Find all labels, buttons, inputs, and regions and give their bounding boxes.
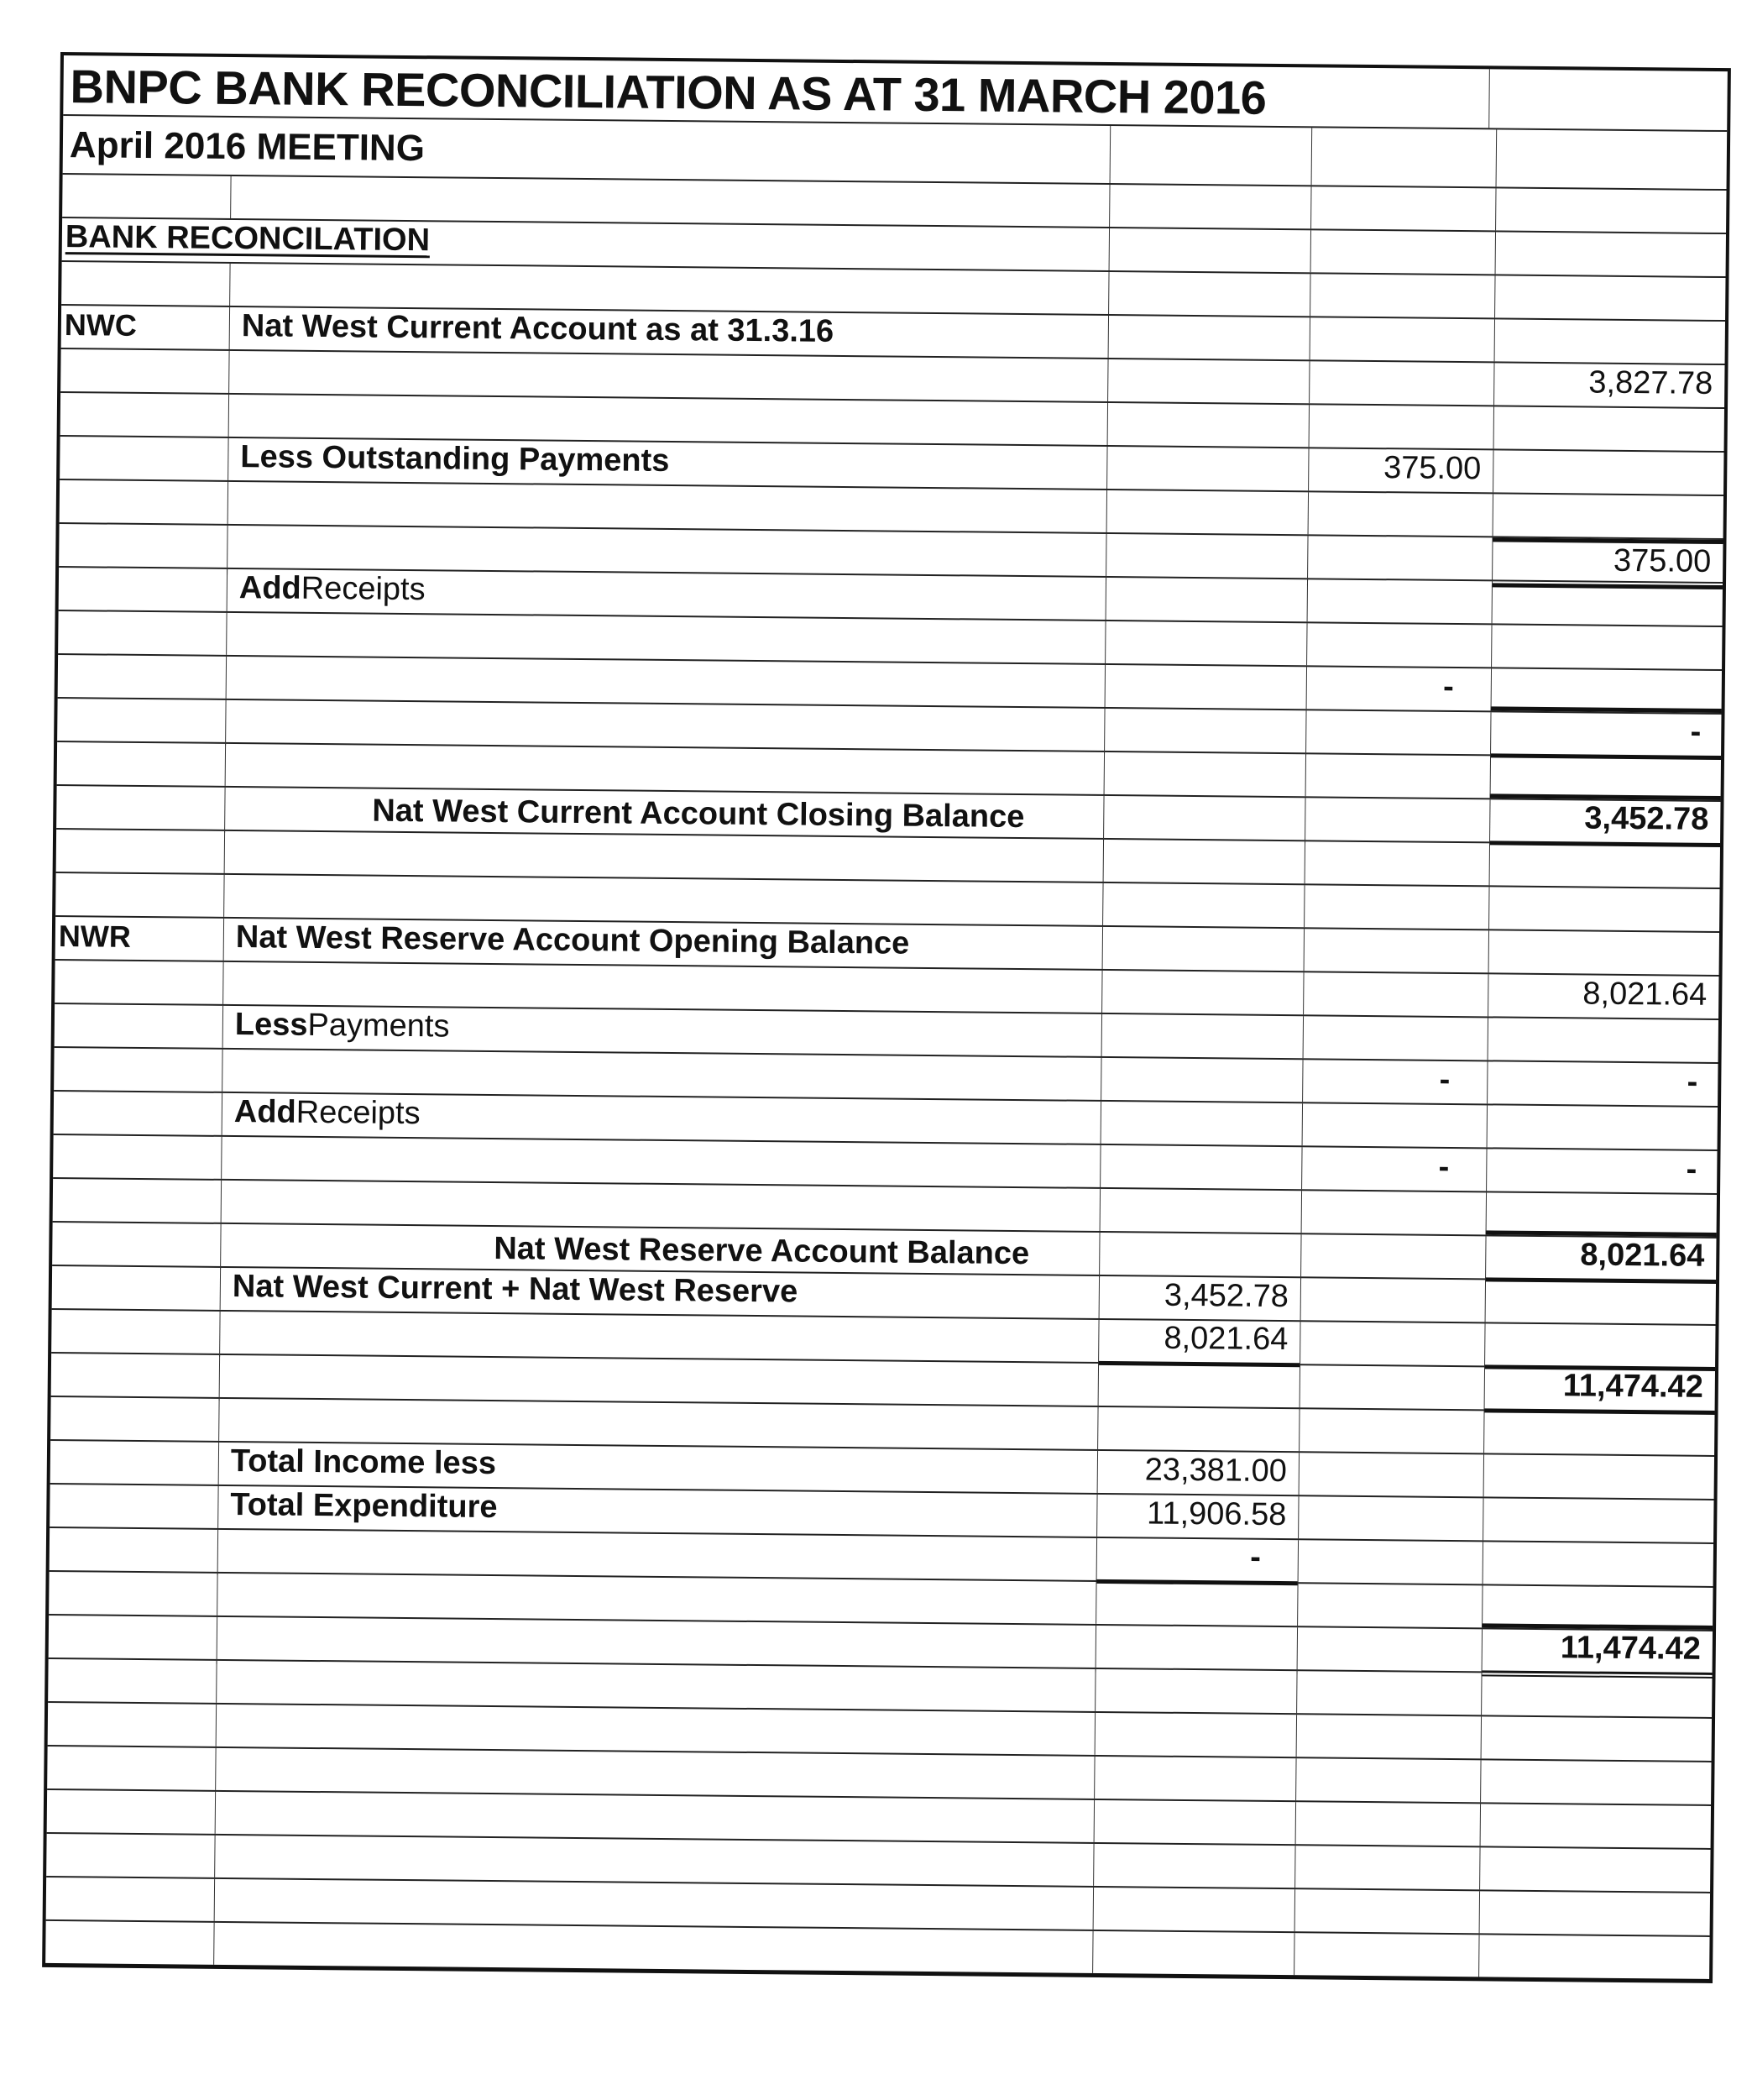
section-heading: BANK RECONCILATION	[65, 219, 431, 259]
nwr-payments-value: -	[1302, 1060, 1487, 1103]
combined-total: 11,474.42	[1484, 1367, 1716, 1415]
nwc-receipts-total: -	[1490, 712, 1722, 760]
nwr-balance-value: 8,021.64	[1485, 1236, 1717, 1284]
other-value: -	[1096, 1538, 1299, 1585]
combined-current-value: 3,452.78	[1099, 1276, 1300, 1320]
nwr-balance-label: Nat West Reserve Account Balance	[220, 1224, 1099, 1278]
income-value: 23,381.00	[1097, 1451, 1299, 1495]
nwr-receipts-value: -	[1301, 1147, 1486, 1191]
nwc-code: NWC	[64, 307, 138, 343]
nwr-payments-total: -	[1487, 1061, 1718, 1106]
reconciliation-table	[42, 52, 1731, 1983]
expenditure-label: Total Expenditure	[217, 1486, 1096, 1537]
expenditure-value: 11,906.58	[1096, 1495, 1298, 1538]
nwr-code: NWR	[58, 919, 132, 954]
nwc-closing-label: Nat West Current Account Closing Balance	[224, 788, 1103, 841]
combined-label: Nat West Current + Nat West Reserve	[220, 1268, 1099, 1318]
document-title: BNPC BANK RECONCILIATION AS AT 31 MARCH 2016	[70, 60, 1267, 124]
nwc-outstanding-total: 375.00	[1492, 537, 1723, 589]
net-total: 11,474.42	[1482, 1629, 1713, 1678]
nwc-outstanding-payments-label: Less Outstanding Payments	[227, 438, 1106, 489]
nwr-receipts-total: -	[1486, 1149, 1717, 1193]
bank-reconciliation-sheet	[42, 52, 1731, 1983]
nwr-opening-label: Nat West Reserve Account Opening Balance	[223, 919, 1102, 969]
nwc-closing-value: 3,452.78	[1489, 799, 1721, 847]
nwc-receipts-label: Add Receipts	[227, 569, 1106, 620]
nwr-opening-value: 8,021.64	[1488, 974, 1718, 1019]
nwc-outstanding-payment-value: 375.00	[1308, 448, 1493, 492]
meeting-subtitle: April 2016 MEETING	[69, 124, 426, 170]
nwr-receipts-label: Add Receipts	[222, 1093, 1101, 1144]
nwr-payments-label: Less Payments	[222, 1006, 1101, 1056]
income-label: Total Income less	[218, 1443, 1097, 1493]
nwc-opening-label: Nat West Current Account as at 31.3.16	[229, 307, 1108, 358]
nwc-receipts-value: -	[1306, 667, 1491, 710]
nwc-opening-value: 3,827.78	[1493, 363, 1724, 407]
combined-reserve-value: 8,021.64	[1098, 1320, 1300, 1367]
